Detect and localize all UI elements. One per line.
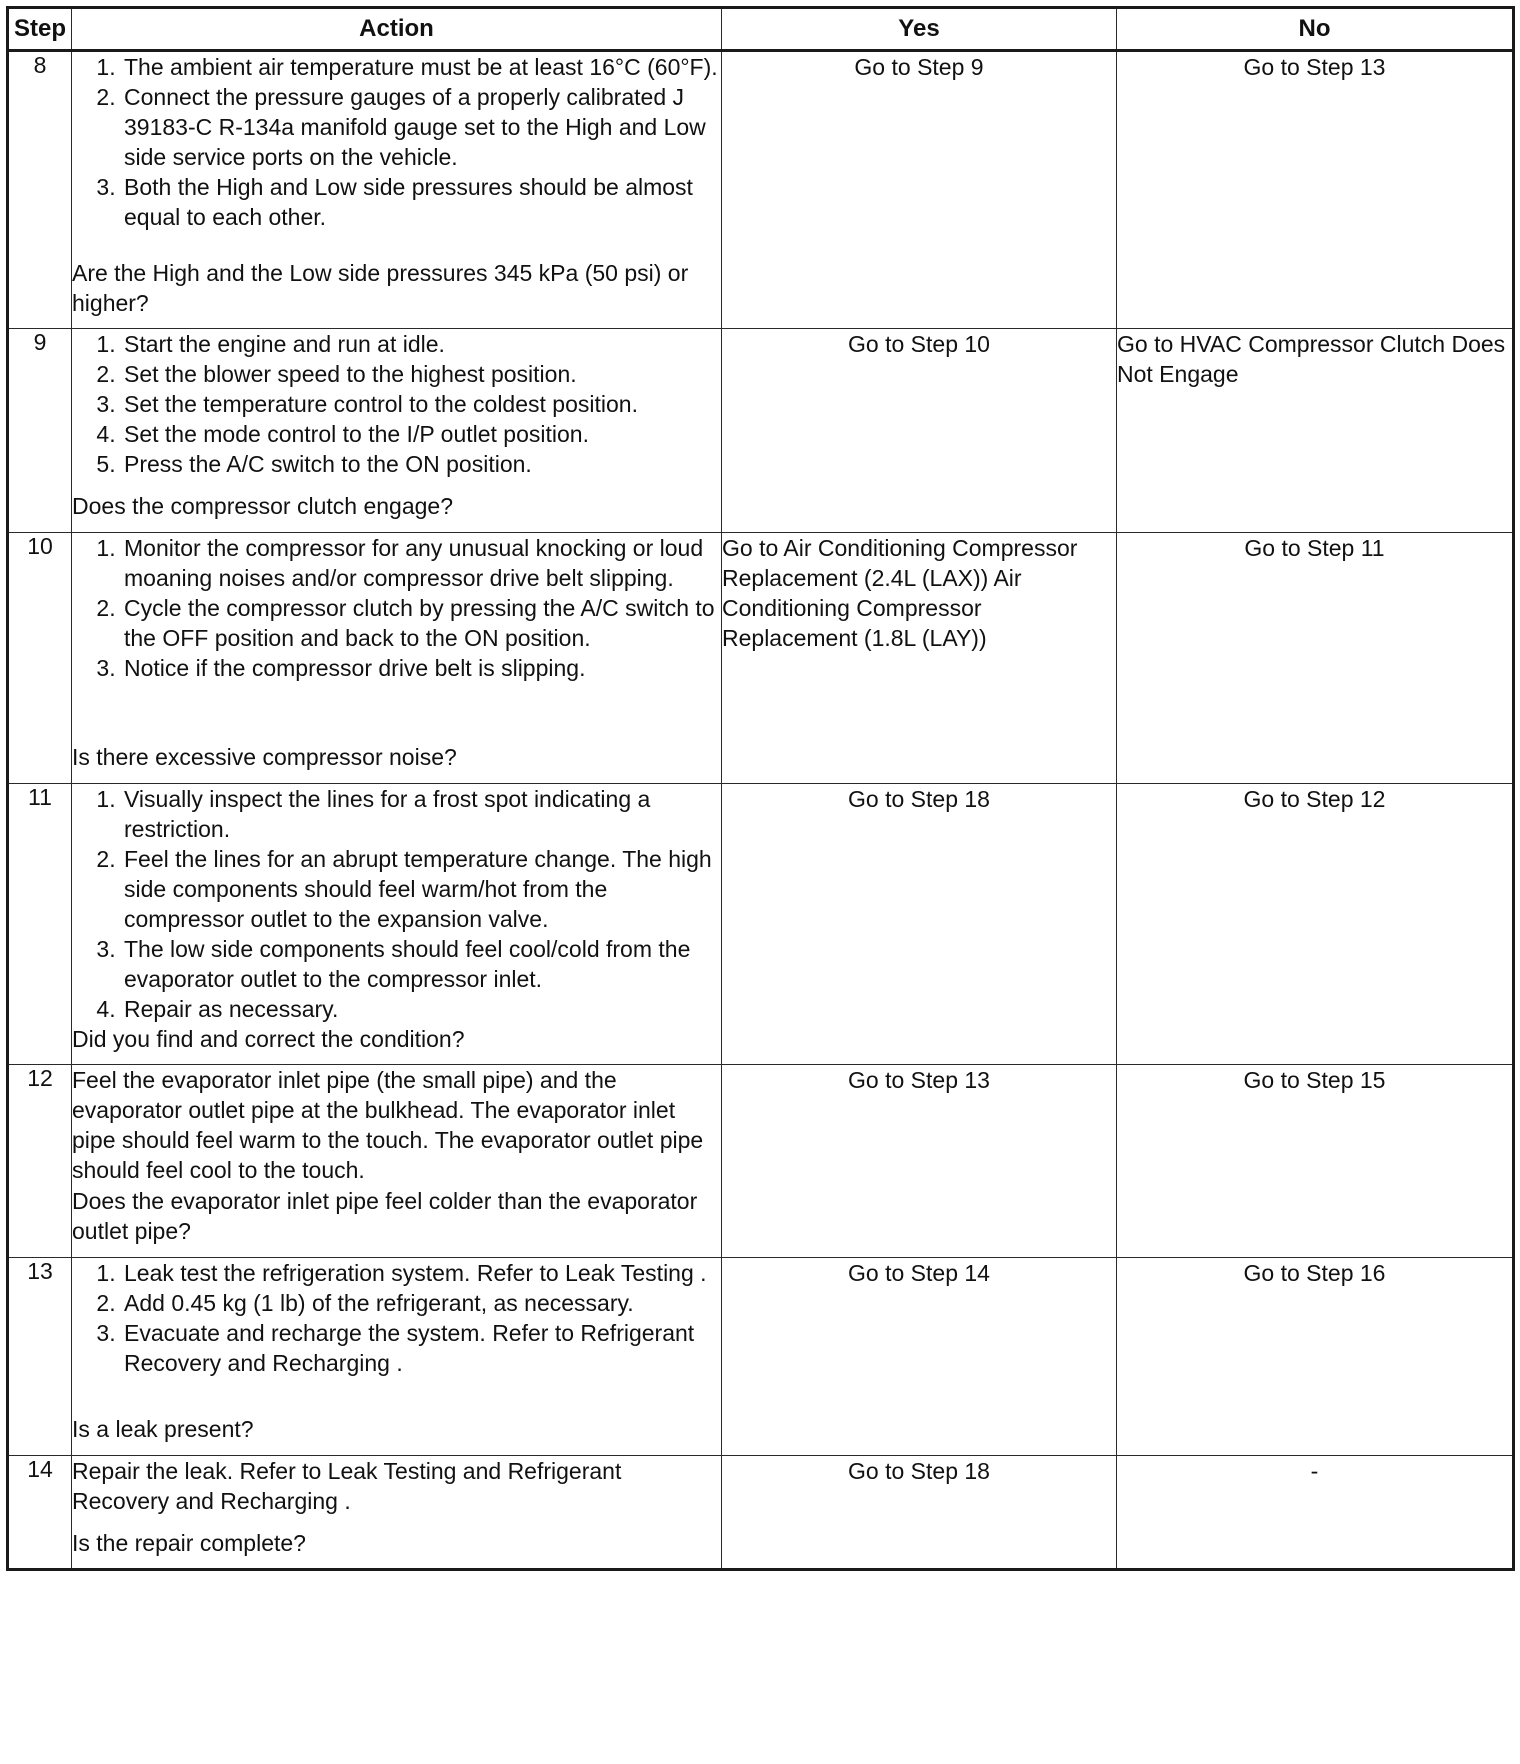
action-cell [72, 784, 722, 1065]
step-number: 13 [8, 1258, 72, 1456]
yes-result: Go to Air Conditioning Compressor Replacement (2.4L (LAX)) Air Conditioning Compressor Replacement (1.8L (LAY)) [722, 533, 1117, 784]
step-number: 8 [8, 51, 72, 329]
table-row [8, 329, 1514, 533]
no-result: Go to Step 16 [1117, 1258, 1514, 1456]
step-number: 10 [8, 533, 72, 784]
header-row [8, 8, 1514, 51]
table-row [8, 1456, 1514, 1570]
action-step: 1. Visually inspect the lines for a frost spot indicating a restriction. [122, 784, 721, 844]
action-step: 4. Set the mode control to the I/P outlet position. [122, 419, 721, 449]
step-number: 11 [8, 784, 72, 1065]
action-question: Is a leak present? [72, 1416, 254, 1442]
action-cell [72, 329, 722, 533]
yes-result: Go to Step 9 [722, 51, 1117, 329]
action-step: 1. Start the engine and run at idle. [122, 329, 721, 359]
step-number: 9 [8, 329, 72, 533]
table-row [8, 51, 1514, 329]
no-result: Go to HVAC Compressor Clutch Does Not Engage [1117, 329, 1514, 533]
yes-result: Go to Step 18 [722, 784, 1117, 1065]
action-step: 2. Add 0.45 kg (1 lb) of the refrigerant, as necessary. [122, 1288, 721, 1318]
yes-result: Go to Step 14 [722, 1258, 1117, 1456]
header-step: Step [8, 8, 72, 51]
action-question: Did you find and correct the condition? [72, 1026, 465, 1052]
no-result: Go to Step 11 [1117, 533, 1514, 784]
action-step: 2. Connect the pressure gauges of a properly calibrated J 39183-C R-134a manifold gauge set to the High and Low side service ports on the vehicle. [122, 82, 721, 172]
action-cell [72, 1258, 722, 1456]
action-step: 3. Evacuate and recharge the system. Refer to Refrigerant Recovery and Recharging . [122, 1318, 721, 1378]
step-number: 14 [8, 1456, 72, 1570]
action-step: 3. Both the High and Low side pressures should be almost equal to each other. [122, 172, 721, 232]
action-question: Is the repair complete? [72, 1530, 306, 1556]
step-number: 12 [8, 1065, 72, 1258]
header-yes: Yes [722, 8, 1117, 51]
action-question: Does the evaporator inlet pipe feel colder than the evaporator outlet pipe? [72, 1188, 698, 1244]
yes-result: Go to Step 13 [722, 1065, 1117, 1258]
table-row [8, 533, 1514, 784]
action-steps-list [72, 784, 721, 1024]
action-question: Does the compressor clutch engage? [72, 493, 453, 519]
no-result: Go to Step 13 [1117, 51, 1514, 329]
action-step: 3. Set the temperature control to the coldest position. [122, 389, 721, 419]
action-step: 2. Set the blower speed to the highest position. [122, 359, 721, 389]
action-step: 2. Feel the lines for an abrupt temperature change. The high side components should feel warm/hot from the compressor outlet to the expansion valve. [122, 844, 721, 934]
action-step: 3. Notice if the compressor drive belt is slipping. [122, 653, 721, 683]
table-row [8, 784, 1514, 1065]
table-body [8, 51, 1514, 1570]
action-steps-list [72, 1258, 721, 1378]
action-step: 5. Press the A/C switch to the ON position. [122, 449, 721, 479]
action-step: 3. The low side components should feel cool/cold from the evaporator outlet to the compressor inlet. [122, 934, 721, 994]
action-text: Repair the leak. Refer to Leak Testing and Refrigerant Recovery and Recharging . [72, 1458, 622, 1514]
no-result: Go to Step 12 [1117, 784, 1514, 1065]
action-steps-list [72, 329, 721, 479]
action-step: 2. Cycle the compressor clutch by pressing the A/C switch to the OFF position and back to the ON position. [122, 593, 721, 653]
action-cell [72, 1065, 722, 1258]
action-question: Is there excessive compressor noise? [72, 744, 457, 770]
table-row [8, 1258, 1514, 1456]
yes-result: Go to Step 18 [722, 1456, 1117, 1570]
action-steps-list [72, 533, 721, 683]
action-step: 1. Monitor the compressor for any unusual knocking or loud moaning noises and/or compressor drive belt slipping. [122, 533, 721, 593]
no-result: - [1117, 1456, 1514, 1570]
diagnostic-table [6, 6, 1515, 1571]
action-text: Feel the evaporator inlet pipe (the small pipe) and the evaporator outlet pipe at the bulkhead. The evaporator inlet pipe should feel warm to the touch. The evaporator outlet pipe should feel cool to the touch. [72, 1067, 704, 1183]
action-step: 4. Repair as necessary. [122, 994, 721, 1024]
header-action: Action [72, 8, 722, 51]
yes-result: Go to Step 10 [722, 329, 1117, 533]
action-step: 1. The ambient air temperature must be at least 16°C (60°F). [122, 52, 721, 82]
header-no: No [1117, 8, 1514, 51]
no-result: Go to Step 15 [1117, 1065, 1514, 1258]
action-cell [72, 1456, 722, 1570]
action-question: Are the High and the Low side pressures 345 kPa (50 psi) or higher? [72, 260, 689, 316]
table-row [8, 1065, 1514, 1258]
action-steps-list [72, 52, 721, 232]
action-cell [72, 51, 722, 329]
action-cell [72, 533, 722, 784]
action-step: 1. Leak test the refrigeration system. Refer to Leak Testing . [122, 1258, 721, 1288]
